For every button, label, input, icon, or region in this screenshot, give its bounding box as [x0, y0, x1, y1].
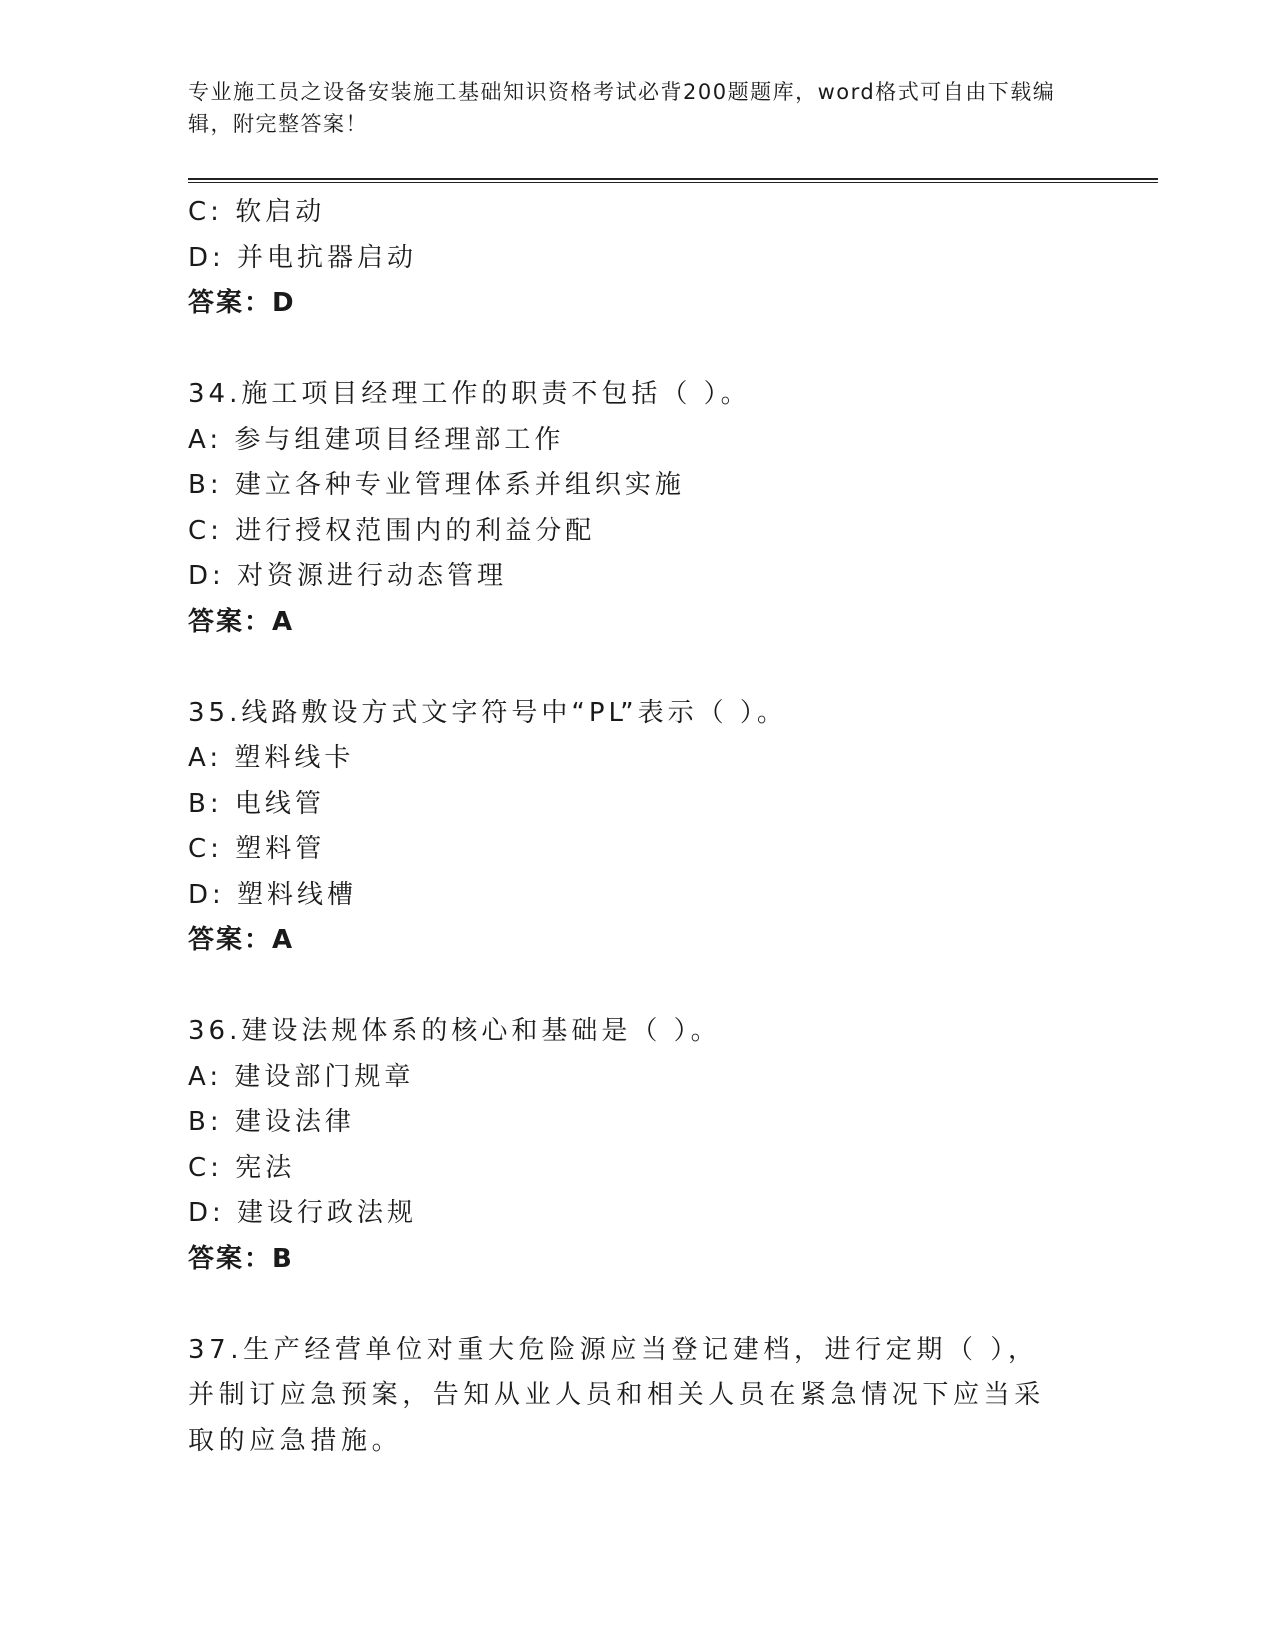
option-text: 建设法律 — [234, 1107, 355, 1137]
option-label: A: — [188, 1061, 223, 1092]
document-header: 专业施工员之设备安装施工基础知识资格考试必背200题题库，word格式可自由下载编辑，附完整答案！ — [188, 80, 1056, 136]
answer-line: 答案：A — [188, 925, 295, 955]
answer-line: 答案：B — [188, 1243, 294, 1274]
question-title: 36.建设法规体系的核心和基础是（ ）。 — [188, 1016, 721, 1046]
option-text: 塑料线卡 — [234, 743, 355, 773]
option-c — [188, 827, 1068, 873]
option-text: 软启动 — [235, 197, 326, 227]
option-label: B: — [188, 1107, 223, 1137]
option-b — [188, 782, 1068, 828]
question-title: 37.生产经营单位对重大危险源应当登记建档，进行定期（ ），并制订应急预案，告知从业人员和相关人员在紧急情况下应当采取的应急措施。 — [188, 1334, 1045, 1456]
answer-line: 答案：D — [188, 288, 296, 318]
option-label: D: — [188, 561, 225, 591]
option-d — [188, 873, 1068, 919]
option-label: C: — [188, 197, 223, 227]
option-label: D: — [188, 1198, 225, 1228]
document-body — [188, 190, 1068, 1464]
question-title: 34.施工项目经理工作的职责不包括（ ）。 — [188, 379, 751, 409]
option-label: D: — [188, 242, 225, 273]
option-text: 对资源进行动态管理 — [237, 561, 508, 591]
option-label: B: — [188, 470, 223, 500]
option-text: 建立各种专业管理体系并组织实施 — [234, 470, 685, 500]
option-label: C: — [188, 515, 223, 546]
header-divider — [188, 178, 1158, 183]
answer-line: 答案：A — [188, 606, 295, 637]
option-label: C: — [188, 834, 223, 864]
option-text: 塑料管 — [235, 834, 326, 864]
option-a — [188, 736, 1068, 782]
question-34 — [188, 372, 1068, 645]
option-label: B: — [188, 788, 223, 819]
question-37 — [188, 1328, 1068, 1465]
option-text: 进行授权范围内的利益分配 — [235, 515, 596, 546]
option-d — [188, 1191, 1068, 1237]
option-d — [188, 554, 1068, 600]
option-text: 建设行政法规 — [237, 1198, 418, 1228]
option-d — [188, 236, 1068, 282]
option-b — [188, 1100, 1068, 1146]
option-text: 宪法 — [235, 1152, 296, 1183]
prev-question-tail — [188, 190, 1068, 327]
option-label: A: — [188, 424, 223, 455]
option-c — [188, 190, 1068, 236]
question-title: 35.线路敷设方式文字符号中“PL”表示（ ）。 — [188, 697, 787, 728]
option-text: 塑料线槽 — [237, 879, 358, 910]
option-label: C: — [188, 1152, 223, 1183]
option-label: D: — [188, 879, 225, 910]
option-label: A: — [188, 743, 223, 773]
option-a — [188, 418, 1068, 464]
question-36 — [188, 1009, 1068, 1282]
option-a — [188, 1055, 1068, 1101]
option-text: 并电抗器启动 — [237, 242, 418, 273]
option-text: 建设部门规章 — [234, 1061, 415, 1092]
option-text: 参与组建项目经理部工作 — [234, 424, 565, 455]
option-c — [188, 509, 1068, 555]
question-35 — [188, 691, 1068, 964]
option-text: 电线管 — [234, 788, 325, 819]
option-c — [188, 1146, 1068, 1192]
option-b — [188, 463, 1068, 509]
